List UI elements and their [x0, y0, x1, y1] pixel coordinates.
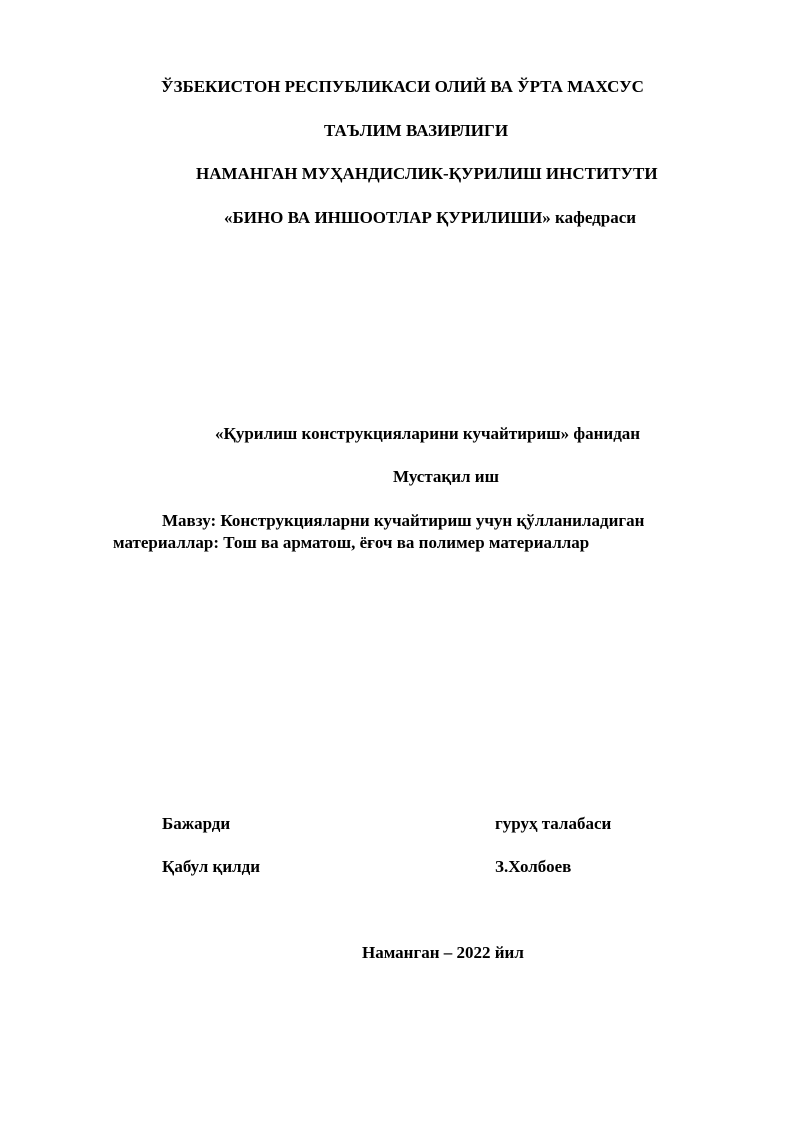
subject-title: «Қурилиш конструкцияларини кучайтириш» фанидан: [215, 424, 641, 443]
city-year: Наманган – 2022 йил: [362, 943, 524, 962]
work-type: Мустақил иш: [393, 467, 499, 486]
department-name: «БИНО ВА ИНШООТЛАР ҚУРИЛИШИ» кафедраси: [224, 208, 637, 227]
ministry-line-1: ЎЗБЕКИСТОН РЕСПУБЛИКАСИ ОЛИЙ ВА ЎРТА МАХСУС: [161, 77, 644, 96]
topic-line-2: материаллар: Тош ва арматош, ёғоч ва полимер материаллар: [113, 533, 590, 552]
performed-label: Бажарди: [162, 814, 231, 833]
accepted-label: Қабул қилди: [162, 857, 261, 876]
accepted-value: З.Холбоев: [495, 857, 572, 876]
performed-value: гуруҳ талабаси: [495, 814, 612, 833]
institute-name: НАМАНГАН МУҲАНДИСЛИК-ҚУРИЛИШ ИНСТИТУТИ: [196, 164, 658, 183]
topic-line-1: Мавзу: Конструкцияларни кучайтириш учун қўлланиладиган: [162, 511, 645, 530]
ministry-line-2: ТАЪЛИМ ВАЗИРЛИГИ: [324, 121, 509, 140]
